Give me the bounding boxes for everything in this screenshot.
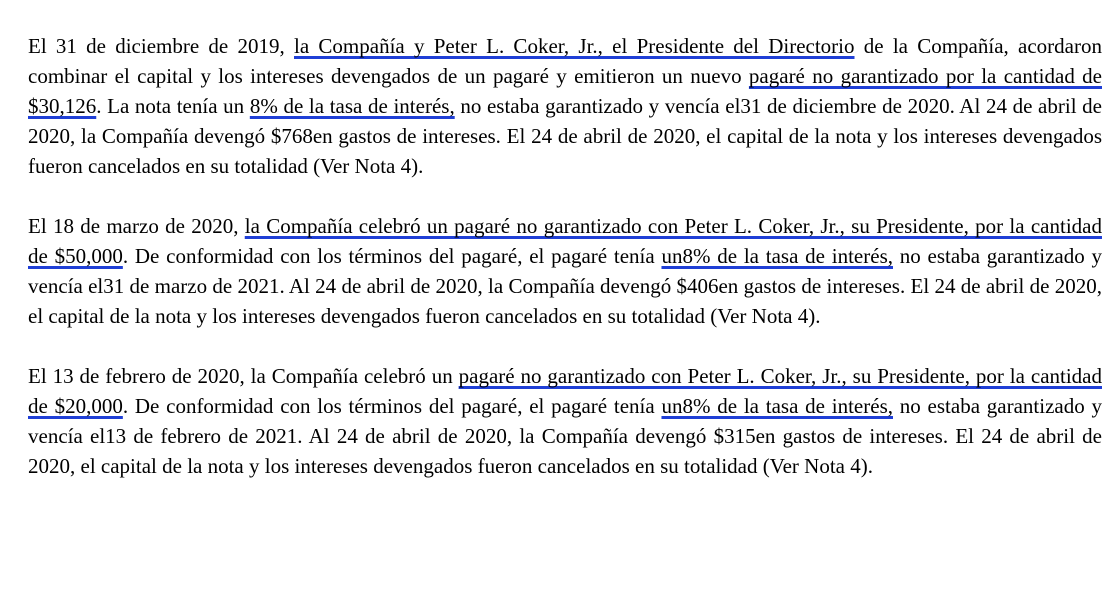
pen-underline-highlight: la Compañía celebró un pagaré no garantizado con Peter L. Coker, Jr., su Presidente, por la cantidad de $50,000 bbox=[28, 214, 1102, 268]
paragraph-note-mar-2020 bbox=[28, 211, 1102, 331]
text-run: . De conformidad con los términos del pagaré, el pagaré tenía bbox=[122, 394, 662, 418]
pen-underline-highlight: un8% de la tasa de interés, bbox=[661, 394, 893, 418]
text-run: no estaba garantizado y vencía el31 de marzo de 2021. Al 24 de abril de 2020, la Compañía devengó $406en gastos de intereses. El 24 de abril de 2020, el capital de la nota y los intereses devengados fueron cancelados en su totalidad (Ver Nota 4). bbox=[28, 244, 1102, 328]
text-run: El 31 de diciembre de 2019, bbox=[28, 34, 294, 58]
text-run: no estaba garantizado y vencía el31 de diciembre de 2020. Al 24 de abril de 2020, la Compañía devengó $768en gastos de intereses. El 24 de abril de 2020, el capital de la nota y los intereses devengados fueron cancelados en su totalidad (Ver Nota 4). bbox=[28, 94, 1102, 178]
pen-underline-highlight: un8% de la tasa de interés, bbox=[661, 244, 893, 268]
text-run: no estaba garantizado y vencía el13 de febrero de 2021. Al 24 de abril de 2020, la Compañía devengó $315en gastos de intereses. El 24 de abril de 2020, el capital de la nota y los intereses devengados fueron cancelados en su totalidad (Ver Nota 4). bbox=[28, 394, 1102, 478]
text-run: de la Compañía, acordaron combinar el capital y los intereses devengados de un pagaré y emitieron un nuevo bbox=[28, 34, 1102, 88]
text-run: . La nota tenía un bbox=[96, 94, 250, 118]
pen-underline-highlight: pagaré no garantizado con Peter L. Coker, Jr., su Presidente, por la cantidad de $20,000 bbox=[28, 364, 1102, 418]
pen-underline-highlight: pagaré no garantizado por la cantidad de $30,126 bbox=[28, 64, 1102, 118]
paragraph-note-feb-2020 bbox=[28, 361, 1102, 481]
pen-underline-highlight: la Compañía y Peter L. Coker, Jr., el Presidente del Directorio bbox=[294, 34, 855, 58]
text-run: El 13 de febrero de 2020, la Compañía celebró un bbox=[28, 364, 459, 388]
text-run: . De conformidad con los términos del pagaré, el pagaré tenía bbox=[122, 244, 662, 268]
text-run: El 18 de marzo de 2020, bbox=[28, 214, 245, 238]
paragraph-note-dec-2019 bbox=[28, 31, 1102, 181]
document-body bbox=[28, 31, 1102, 481]
pen-underline-highlight: 8% de la tasa de interés, bbox=[249, 94, 455, 118]
